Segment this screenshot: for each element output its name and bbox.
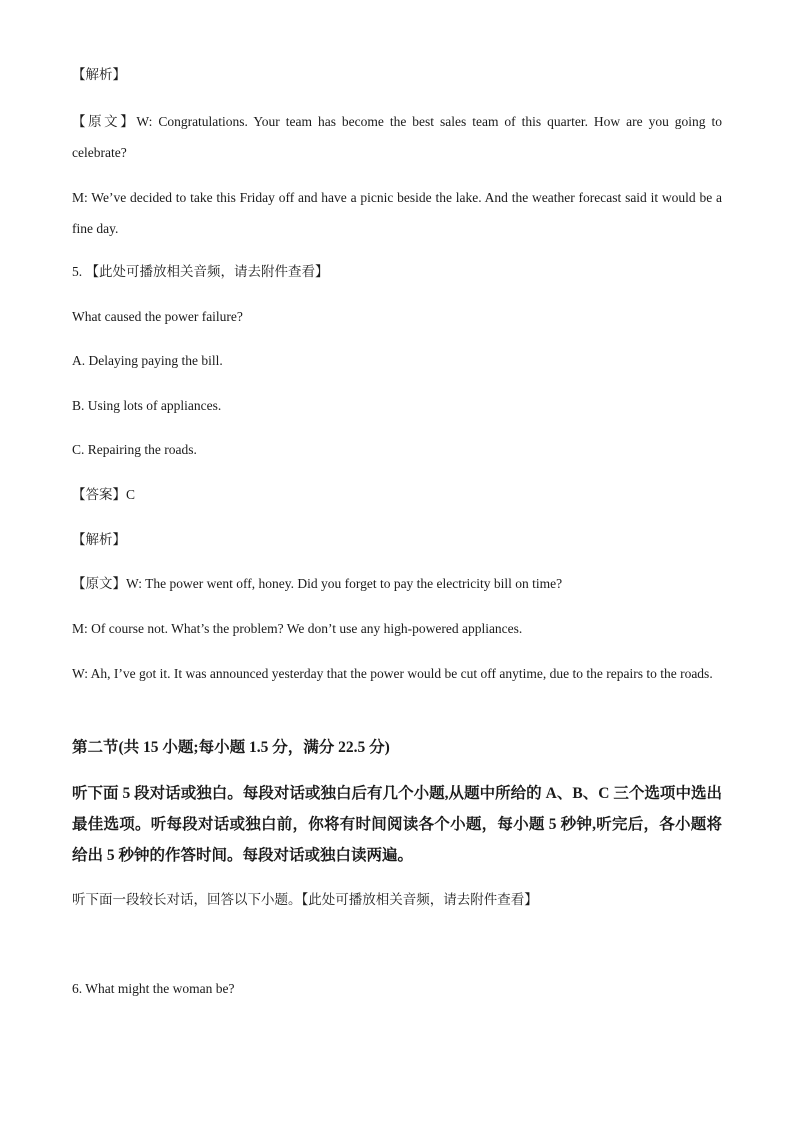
transcript-text: W: The power went off, honey. Did you forget to pay the electricity bill on time?: [126, 576, 563, 591]
listen-prompt: 听下面一段较长对话，回答以下小题。【此处可播放相关音频，请去附件查看】: [72, 892, 538, 907]
q5-number-prompt: 5. 【此处可播放相关音频，请去附件查看】: [72, 264, 329, 279]
q5-answer: [72, 486, 722, 504]
q5-transcript-woman-1: [72, 575, 722, 593]
answer-label: 【答案】: [72, 487, 126, 502]
transcript-prefix: 【原文】: [72, 576, 126, 591]
section2-heading: 第二节(共 15 小题;每小题 1.5 分，满分 22.5 分): [72, 739, 390, 756]
q4-analysis-label: 【解析】: [72, 67, 126, 82]
q5-option-b: B. Using lots of appliances.: [72, 398, 222, 413]
section2-instructions: 听下面 5 段对话或独白。每段对话或独白后有几个小题,从题中所给的 A、B、C 三个选项中选出最佳选项。听每段对话或独白前，你将有时间阅读各个小题，每小题 5 秒钟,听完后，各小题将给出 5 秒钟的作答时间。每段对话或独白读两遍。: [72, 785, 722, 864]
q5-transcript-man: M: Of course not. What’s the problem? We don’t use any high-powered appliances.: [72, 621, 523, 636]
q5-transcript-woman-2: W: Ah, I’ve got it. It was announced yesterday that the power would be cut off anytime, due to the repairs to the roads.: [72, 666, 713, 681]
q5-question: What caused the power failure?: [72, 309, 243, 324]
q4-transcript-man: M: We’ve decided to take this Friday off and have a picnic beside the lake. And the weather forecast said it would be a fine day.: [72, 190, 722, 236]
transcript-prefix: 【原文】: [72, 114, 137, 129]
q6-question: 6. What might the woman be?: [72, 981, 235, 996]
answer-value: C: [126, 487, 136, 502]
transcript-text: W: Congratulations. Your team has become the best sales team of this quarter. How are you going to celebrate?: [72, 114, 722, 160]
q4-transcript-woman: [72, 106, 722, 168]
q5-option-c: C. Repairing the roads.: [72, 442, 197, 457]
q5-option-a: A. Delaying paying the bill.: [72, 353, 223, 368]
q5-analysis-label: 【解析】: [72, 532, 126, 547]
